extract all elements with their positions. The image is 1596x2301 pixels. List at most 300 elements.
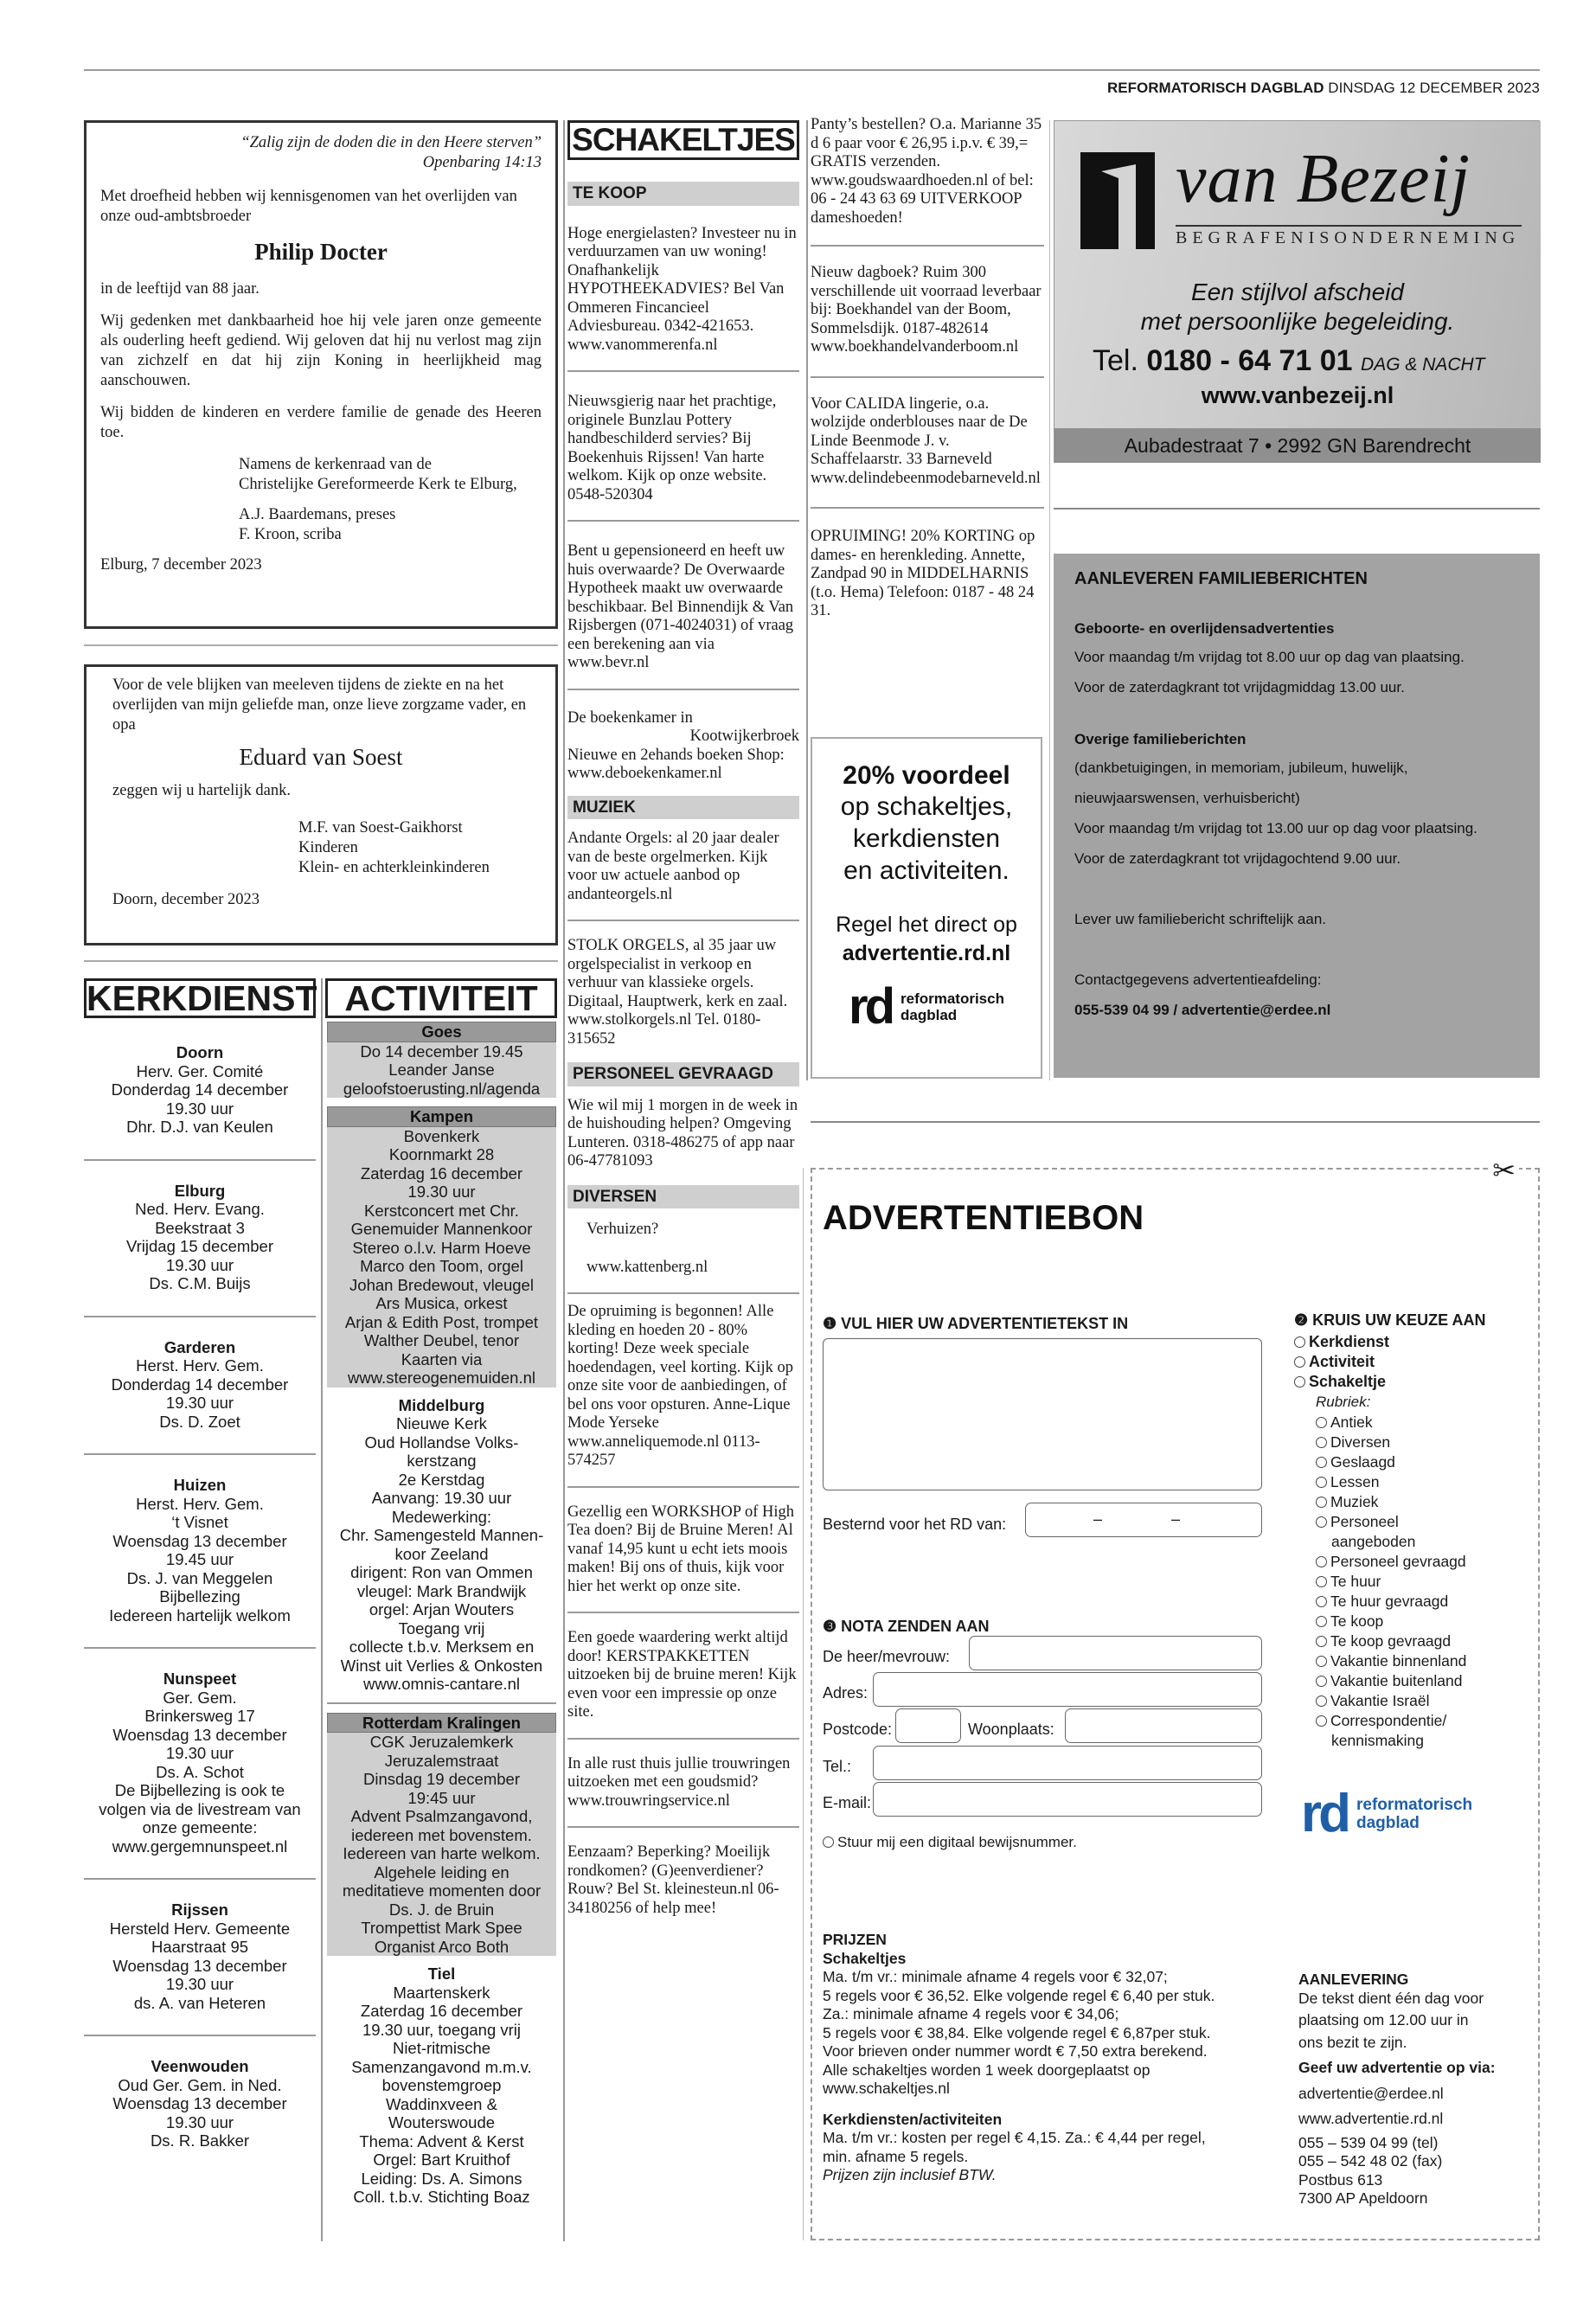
rule [1049, 120, 1050, 1080]
bezeij-address: Aubadestraat 7 • 2992 GN Barendrecht [1054, 428, 1541, 463]
kerkdienst-line: Woensdag 13 december [112, 2094, 287, 2112]
bezeij-tel-label: Tel. [1093, 344, 1138, 377]
cat-muziek: MUZIEK [567, 796, 799, 820]
prijzen-p4: 5 regels voor € 38,84. Elke volgende regel € 6,87per stuk. [823, 2023, 1211, 2041]
activiteit-line: Zaterdag 16 december [360, 2002, 523, 2020]
rubriek-label: Geslaagd [1330, 1453, 1395, 1471]
activiteit-line: Organist Arco Both [374, 1937, 510, 1956]
obituary-philip-docter [84, 120, 558, 629]
ad-bunzlau: Nieuwsgierig naar het prachtige, originele Bunzlau Pottery handbeschilderd servies? Bij Boekenhuis Rijssen! Van harte welkom. Kijk op onze website. 0548-520304 [567, 372, 799, 522]
kerkdienst-place: Rijssen [171, 1900, 228, 1919]
rd-logo [812, 978, 1041, 1035]
kerkdienst-line: 19.30 uur [165, 1255, 234, 1274]
activiteit-line: Maartenskerk [393, 1983, 490, 2002]
rubriek-label: Diversen [1330, 1433, 1391, 1451]
prijzen-p6: Alle schakeltjes worden 1 week doorgeplaatst op [823, 2061, 1151, 2079]
kerkdienst-line: Hersteld Herv. Gemeente [109, 1919, 291, 1938]
rubriek-option[interactable] [1316, 1592, 1466, 1612]
tel-input[interactable] [873, 1746, 1262, 1780]
promo-line1: 20% voordeel [843, 761, 1010, 790]
digitaal-label: Stuur mij een digitaal bewijsnummer. [837, 1834, 1077, 1850]
rubriek-option[interactable] [1316, 1731, 1466, 1751]
woonplaats-label: Woonplaats: [968, 1721, 1054, 1738]
activiteit-line: Zaterdag 16 december [360, 1163, 523, 1183]
opt-schakeltje-label: Schakeltje [1309, 1373, 1387, 1390]
aanleveren-contact: 055-539 04 99 / advertentie@erdee.nl [1074, 1002, 1331, 1018]
datum-input[interactable] [1025, 1503, 1262, 1537]
rubriek-option[interactable] [1316, 1512, 1466, 1532]
rubriek-option[interactable] [1316, 1572, 1466, 1592]
ad-energie: Hoge energielasten? Investeer nu in verduurzamen van uw woning! Onafhankelijk HYPOTHEEKADVIES? Bel Van Ommeren Fincancieel Adviesbureau. 0342-421653. www.vanommerenfa.nl [567, 216, 799, 373]
activiteit-item [327, 1396, 556, 1704]
kerkdienst-place: Nunspeet [163, 1670, 237, 1688]
rubriek-label: Te koop gevraagd [1330, 1632, 1452, 1650]
obit2-sign [112, 818, 529, 878]
rubriek-label: Te koop [1330, 1612, 1384, 1630]
digitaal-radio[interactable] [823, 1836, 834, 1848]
activiteit-item [327, 1965, 556, 2215]
schakeltjes-col1 [567, 173, 799, 1933]
rule [1054, 508, 1540, 510]
rubriek-option[interactable] [1316, 1492, 1466, 1512]
activiteit-line: Waddinxveen & [386, 2094, 497, 2113]
obit1-quote: “Zalig zijn de doden die in den Heere sterven” [240, 134, 542, 151]
digitaal-bewijs-option[interactable] [823, 1834, 1077, 1851]
ad-verhuizen [567, 1219, 799, 1294]
activiteit-place: Kampen [327, 1106, 556, 1127]
kerkdienst-line: Ds. C.M. Buijs [149, 1274, 251, 1292]
obit2-sign2: Kinderen [298, 839, 358, 856]
activiteit-line: 19.30 uur [407, 1183, 476, 1201]
obit2-sign1: M.F. van Soest-Gaikhorst [298, 819, 463, 836]
rubriek-option[interactable] [1316, 1413, 1466, 1433]
activiteit-line: Marco den Toom, orgel [360, 1257, 523, 1275]
adres-input[interactable] [873, 1672, 1262, 1707]
rubriek-option[interactable] [1316, 1472, 1466, 1492]
kerkdienst-line: Ds. D. Zoet [159, 1412, 240, 1431]
activiteit-line: Medewerking: [391, 1507, 492, 1526]
kerkdienst-line: ‘t Visnet [171, 1513, 228, 1531]
activiteit-line: Winst uit Verlies & Onkosten [340, 1656, 543, 1675]
obit2-place: Doorn, december 2023 [112, 891, 260, 908]
obit1-sign3: A.J. Baardemans, preses [239, 506, 396, 523]
rubriek-radio[interactable] [1316, 1695, 1327, 1707]
activiteit-line: Ds. J. de Bruin [388, 1900, 495, 1919]
radio-kerkdienst[interactable] [1294, 1336, 1305, 1348]
obit1-ref: Openbaring 14:13 [422, 154, 542, 171]
aanlevering-web[interactable]: www.advertentie.rd.nl [1298, 2110, 1444, 2127]
ad-huishouding: Wie wil mij 1 morgen in de week in de huishouding helpen? Omgeving Lunteren. 0318-486275 of app naar 06-47781093 [567, 1096, 798, 1170]
kerkdienst-line: 19.30 uur [165, 2112, 234, 2131]
promo-line5: Regel het direct op [836, 913, 1017, 937]
kerkdienst-line: Oud Ger. Gem. in Ned. [118, 2075, 282, 2094]
rubriek-option[interactable] [1316, 1691, 1466, 1711]
aanlevering-postbus: Postbus 613 [1298, 2170, 1383, 2189]
rd-logo-mark: rd [849, 978, 892, 1035]
rubriek-option[interactable] [1316, 1631, 1466, 1651]
aanleveren-h2: Overige familieberichten [1074, 731, 1247, 747]
rubriek-radio[interactable] [1316, 1417, 1327, 1428]
ad-opruiming-mode: De opruiming is begonnen! Alle kleding en hoeden 20 - 80% korting! Deze week speciale hoedendagen, veel korting. Kijk op onze site voor de aanbiedingen, of bel ons voor opsturen. Anne-Lique Mode Yerseke www.anneliquemode.nl 0113-574257 [567, 1294, 799, 1488]
activiteit-line: Leander Janse [388, 1061, 495, 1079]
rubriek-label: Personeel [1330, 1513, 1399, 1530]
email-label: E-mail: [823, 1794, 872, 1811]
ad-opruiming-annette: OPRUIMING! 20% KORTING op dames- en herenkleding. Annette, Zandpad 90 in MIDDELHARNIS (t.o. Hema) Telefoon: 0187 - 48 24 31. [811, 528, 1035, 619]
kerkdienst-item [84, 2036, 316, 2173]
prijzen-p9: min. afname 5 regels. [823, 2147, 969, 2165]
kerkdienst-item [84, 1880, 316, 2036]
prijzen-p3: Za.: minimale afname 4 regels voor € 34,06; [823, 2005, 1119, 2022]
ad-kerstpakketten: Een goede waardering werkt altijd door! KERSTPAKKETTEN uitzoeken bij de bruine meren! Kijk even voor een impressie op onze site. [567, 1613, 799, 1740]
ad-workshop: Gezellig een WORKSHOP of High Tea doen? Bij de Bruine Meren! Al vanaf 14,95 kunt u echt iets moois maken! Bij ons of thuis, kijk voor hier het werkt op onze site. [567, 1488, 799, 1614]
kerkdienst-line: Ned. Herv. Evang. [135, 1200, 265, 1218]
naam-label: De heer/mevrouw: [823, 1648, 951, 1665]
aanleveren-box [1054, 554, 1540, 1078]
bon-rd-logo-text2: dagblad [1356, 1814, 1420, 1832]
activiteit-line: vleugel: Mark Brandwijk [356, 1581, 527, 1600]
activiteit-line: www.stereogenemuiden.nl [348, 1368, 535, 1387]
kerkdienst-line: Donderdag 14 december [111, 1375, 289, 1394]
masthead-date: DINSDAG 12 DECEMBER 2023 [1328, 80, 1540, 96]
rubriek-label: Vakantie buitenland [1330, 1672, 1463, 1689]
rubriek-label: kennismaking [1331, 1732, 1424, 1749]
rubriek-list [1316, 1413, 1466, 1751]
rubriek-label: Personeel gevraagd [1330, 1553, 1466, 1570]
ad-calida: Voor CALIDA lingerie, o.a. wolzijde onderblouses naar de De Linde Beenmode J. v. Schaffelaarstr. 33 Barneveld www.delindebeenmodebarneveld.nl [811, 378, 1044, 510]
activiteit-place: Rotterdam Kralingen [327, 1713, 556, 1734]
aanlevering-block [1298, 1971, 1532, 2208]
activiteit-line: Iedereen van harte welkom. [343, 1844, 541, 1862]
kerkdienst-place: Elburg [174, 1181, 226, 1200]
rubriek-option[interactable] [1316, 1552, 1466, 1572]
obituary-eduard-van-soest [84, 664, 558, 945]
rubriek-radio[interactable] [1316, 1596, 1327, 1607]
rubriek-option[interactable] [1316, 1651, 1466, 1671]
aanlevering-a3: ons bezit te zijn. [1298, 2033, 1407, 2051]
naam-input[interactable] [969, 1636, 1262, 1670]
rubriek-radio[interactable] [1316, 1457, 1327, 1468]
rubriek-radio[interactable] [1316, 1616, 1327, 1627]
ad-andante: Andante Orgels: al 20 jaar dealer van de beste orgelmerken. Kijk voor uw actuele aanbod op andanteorgels.nl [567, 830, 799, 921]
activiteit-line: Do 14 december 19.45 [360, 1042, 523, 1061]
rule [803, 1168, 804, 2240]
activiteit-line: Trompettist Mark Spee [361, 1919, 522, 1937]
kerkdienst-line: Herst. Herv. Gem. [136, 1494, 264, 1513]
ad-overwaarde: Bent u gepensioneerd en heeft uw huis overwaarde? De Overwaarde Hypotheek maakt uw overwaarde beschikbaar. Bel Binnendijk & Van Rijsbergen (071-4024031) of vraag een berekening aan via www.bevr.nl [567, 522, 799, 690]
ad-verhuizen-a: Verhuizen? [586, 1221, 659, 1238]
schakeltjes-title: SCHAKELTJES [567, 120, 799, 160]
rubriek-option[interactable] [1316, 1612, 1466, 1631]
rd-logo-text2: dagblad [901, 1007, 958, 1023]
keuze-schakeltje[interactable] [1294, 1372, 1389, 1392]
activiteit-line: Genemuider Mannenkoor [350, 1220, 533, 1238]
rubriek-option[interactable] [1316, 1532, 1466, 1552]
aanlevering-tel: 055 – 539 04 99 (tel) [1298, 2133, 1439, 2151]
kerkdienst-line: Woensdag 13 december [112, 1725, 287, 1744]
rule [811, 1121, 1540, 1123]
activiteit-line: Algehele leiding en [374, 1862, 510, 1881]
rubriek-radio[interactable] [1316, 1497, 1327, 1508]
activiteit-item [327, 1022, 556, 1098]
kerkdienst-title: KERKDIENST [84, 978, 316, 1018]
obit1-age: in de leeftijd van 88 jaar. [100, 280, 260, 298]
bezeij-slogan1: Een stijlvol afscheid [1191, 279, 1404, 305]
radio-activiteit[interactable] [1294, 1356, 1305, 1368]
kerkdienst-line: Beekstraat 3 [155, 1218, 245, 1237]
rubriek-radio[interactable] [1316, 1715, 1327, 1727]
kerkdienst-item [84, 1022, 316, 1161]
rubriek-label: Vakantie binnenland [1330, 1652, 1467, 1670]
obit1-intro: Met droefheid hebben wij kennisgenomen van het overlijden van onze oud-ambtsbroeder [100, 188, 517, 225]
advertentietekst-input[interactable] [823, 1338, 1262, 1490]
activiteit-line: Wouterswoude [388, 2113, 496, 2131]
ad-verhuizen-b: www.kattenberg.nl [586, 1258, 708, 1276]
kerkdienst-line: volgen via de livestream van [99, 1799, 301, 1818]
obit1-name: Philip Docter [254, 239, 388, 265]
opt-kerkdienst-label: Kerkdienst [1309, 1333, 1390, 1350]
ad-boekenkamer-a: De boekenkamer in [567, 708, 693, 727]
email-input[interactable] [873, 1782, 1262, 1817]
ad-trouwringen: In alle rust thuis jullie trouwringen uitzoeken met een goudsmid? www.trouwringservice.nl [567, 1740, 799, 1829]
bezeij-rule [1176, 225, 1522, 227]
bon-rd-logo-mark: rd [1301, 1784, 1348, 1843]
activiteit-line: Jeruzalemstraat [384, 1751, 499, 1770]
prijzen-title: PRIJZEN [823, 1931, 887, 1948]
activiteit-line: Arjan & Edith Post, trompet [344, 1312, 539, 1331]
kerkdienst-place: Garderen [163, 1337, 236, 1356]
keuze-kerkdienst[interactable] [1294, 1332, 1389, 1352]
aanleveren-l2: Voor de zaterdagkrant tot vrijdagmiddag 13.00 uur. [1074, 679, 1405, 695]
masthead [1107, 80, 1540, 97]
postcode-label: Postcode: [823, 1721, 893, 1738]
activiteit-line: Coll. t.b.v. Stichting Boaz [353, 2188, 530, 2206]
aanleveren-l5: Voor maandag t/m vrijdag tot 13.00 uur op dag voor plaatsing. [1074, 820, 1477, 836]
door-logo-icon [1080, 152, 1155, 249]
aanlevering-a4: Geef uw advertentie op via: [1298, 2059, 1496, 2076]
aanlevering-a2: plaatsing om 12.00 uur in [1298, 2011, 1469, 2029]
kerkdienst-line: Ger. Gem. [163, 1688, 237, 1707]
masthead-paper: REFORMATORISCH DAGBLAD [1106, 80, 1324, 96]
obit2-sign3: Klein- en achterkleinkinderen [298, 859, 490, 876]
kerkdienst-line: Iedereen hartelijk welkom [109, 1606, 291, 1625]
scissors-icon: ✂ [1489, 1154, 1519, 1187]
datum-dash1: – [1093, 1510, 1103, 1528]
activiteit-line: Walther Deubel, tenor [363, 1331, 520, 1349]
aanleveren-l8: Contactgegevens advertentieafdeling: [1074, 971, 1322, 988]
rubriek-radio[interactable] [1316, 1576, 1327, 1587]
rubriek-label: Muziek [1330, 1493, 1379, 1510]
rule [321, 978, 323, 2241]
bon-step3: ❸ NOTA ZENDEN AAN [823, 1618, 990, 1635]
activiteit-place: Middelburg [398, 1395, 485, 1414]
activiteit-line: bovenstemgroep [381, 2076, 502, 2094]
rubriek-radio[interactable] [1316, 1556, 1327, 1567]
obit2-name: Eduard van Soest [239, 744, 403, 770]
kerkdienst-line: onze gemeente: [142, 1818, 258, 1836]
ad-kleinesteun: Eenzaam? Beperking? Moeilijk rondkomen? (G)eenverdiener? Rouw? Bel St. kleinesteun.nl 06-34180256 of help mee! [567, 1843, 779, 1917]
bon-title: ADVERTENTIEBON [823, 1199, 1144, 1237]
kerkdienst-line: Woensdag 13 december [112, 1531, 287, 1550]
aanlevering-plaats: 7300 AP Apeldoorn [1298, 2189, 1428, 2207]
obit1-sign [100, 455, 542, 545]
rubriek-option[interactable] [1316, 1452, 1466, 1472]
activiteit-line: Stereo o.l.v. Harm Hoeve [352, 1238, 531, 1257]
rubriek-radio[interactable] [1316, 1437, 1327, 1448]
activiteit-line: collecte t.b.v. Merksem en [349, 1638, 535, 1656]
bezeij-name: van Bezeij [1176, 141, 1471, 217]
kerkdienst-line: Ds. R. Bakker [150, 2131, 250, 2150]
activiteit-line: CGK Jeruzalemkerk [369, 1733, 514, 1751]
kerkdienst-place: Huizen [173, 1476, 227, 1494]
kerkdienst-line: Dhr. D.J. van Keulen [126, 1118, 273, 1136]
kerkdienst-line: Ds. J. van Meggelen [126, 1568, 273, 1587]
prijzen-block [823, 1931, 1272, 2185]
obit2-thanks: zeggen wij u hartelijk dank. [112, 782, 292, 799]
rubriek-option[interactable] [1316, 1711, 1466, 1731]
bezeij-tel: 0180 - 64 71 01 [1146, 344, 1353, 377]
rd-logo-text1: reformatorisch [901, 990, 1004, 1007]
kerkdienst-line: 19.30 uur [165, 1394, 234, 1412]
bezeij-tel-note: DAG & NACHT [1361, 355, 1485, 375]
cat-te-koop: TE KOOP [567, 182, 799, 206]
opt-activiteit-label: Activiteit [1309, 1353, 1375, 1370]
activiteit-line: Kerstconcert met Chr. [364, 1201, 519, 1220]
rubriek-option[interactable] [1316, 1671, 1466, 1691]
activiteit-item [327, 1106, 556, 1388]
kerkdienst-line: 19.30 uur [165, 1975, 234, 1993]
postcode-input[interactable] [895, 1708, 961, 1743]
rubriek-label: Correspondentie/ [1330, 1712, 1447, 1729]
kerkdienst-item [84, 1161, 316, 1317]
bon-rd-logo [1301, 1784, 1473, 1843]
kerkdienst-line: ds. A. van Heteren [133, 1993, 266, 2012]
kerkdienst-line: 19.30 uur [165, 1744, 234, 1762]
rubriek-label: Lessen [1330, 1473, 1380, 1490]
promo-link[interactable]: advertentie.rd.nl [842, 941, 1011, 965]
kerkdienst-place: Veenwouden [151, 2057, 249, 2075]
rubriek-radio[interactable] [1316, 1516, 1327, 1528]
promo-box [811, 737, 1042, 1079]
prijzen-p7: www.schakeltjes.nl [823, 2080, 950, 2097]
obit1-p1: Wij gedenken met dankbaarheid hoe hij vele jaren onze gemeente als ouderling heeft gediend. Wij geloven dat hij nu verlost mag zijn van zichzelf en dat hij zijn Koning in heerlijkheid mag aanschouwen. [100, 312, 542, 389]
adres-label: Adres: [823, 1684, 869, 1702]
aanlevering-email[interactable]: advertentie@erdee.nl [1298, 2084, 1444, 2102]
rubriek-radio[interactable] [1316, 1636, 1327, 1647]
aanleveren-l3: (dankbetuigingen, in memoriam, jubileum, huwelijk, [1074, 760, 1408, 776]
kerkdienst-item [84, 1455, 316, 1649]
aanlevering-fax: 055 – 542 48 02 (fax) [1298, 2152, 1443, 2170]
ad-boekenkamer-c: Nieuwe en 2ehands boeken Shop: www.deboekenkamer.nl [567, 746, 785, 782]
bezeij-phone [1093, 344, 1485, 378]
keuze-activiteit[interactable] [1294, 1352, 1389, 1372]
activiteit-line: Orgel: Bart Kruithof [373, 2150, 510, 2169]
kerkdienst-line: Herv. Ger. Comité [136, 1061, 264, 1080]
rubriek-option[interactable] [1316, 1433, 1466, 1452]
bon-rd-logo-text1: reformatorisch [1356, 1796, 1473, 1814]
obit1-sign4: F. Kroon, scriba [239, 526, 342, 543]
obit1-sign2: Christelijke Gereformeerde Kerk te Elburg, [239, 476, 517, 493]
promo-line4: en activiteiten. [843, 856, 1010, 885]
bestemd-label: Besternd voor het RD van: [823, 1516, 1007, 1533]
prijzen-kerkdiensten: Kerkdiensten/activiteiten [823, 2110, 1003, 2128]
prijzen-p2: 5 regels voor € 36,52. Elke volgende regel € 6,40 per stuk. [823, 1986, 1215, 2004]
activiteit-line: Dinsdag 19 december [363, 1770, 520, 1788]
kerkdienst-line: Brinkersweg 17 [144, 1707, 255, 1725]
activiteit-line: Oud Hollandse Volks- [364, 1433, 519, 1452]
kerkdienst-item [84, 1649, 316, 1880]
aanleveren-l4: nieuwjaarswensen, verhuisbericht) [1074, 790, 1300, 806]
prijzen-p10: Prijzen zijn inclusief BTW. [823, 2166, 997, 2183]
aanlevering-title: AANLEVERING [1298, 1971, 1409, 1988]
kerkdienst-list [84, 1022, 316, 2173]
ad-dagboek: Nieuw dagboek? Ruim 300 verschillende uit voorraad leverbaar bij: Boekhandel van der Boom, Sommelsdijk. 0187-482614 www.boekhandelvanderboom.nl [811, 247, 1044, 378]
activiteit-line: Chr. Samengesteld Mannen- [339, 1526, 544, 1544]
obit1-sign1: Namens de kerkenraad van de [239, 456, 432, 473]
rubriek-label: aangeboden [1331, 1533, 1416, 1550]
bezeij-slogan2: met persoonlijke begeleiding. [1140, 308, 1455, 335]
keuze-list [1294, 1332, 1389, 1392]
schakeltjes-col2 [811, 116, 1044, 637]
aanleveren-l6: Voor de zaterdagkrant tot vrijdagochtend 9.00 uur. [1074, 850, 1401, 867]
activiteit-line: kerstzang [407, 1452, 477, 1470]
kerkdienst-line: 19.30 uur [165, 1099, 234, 1118]
rubriek-radio[interactable] [1316, 1656, 1327, 1667]
bon-step1: ❶ VUL HIER UW ADVERTENTIETEKST IN [823, 1315, 1129, 1332]
ad-panty: Panty’s bestellen? O.a. Marianne 35 d 6 paar voor € 26,95 i.p.v. € 39,= GRATIS verzenden. www.goudswaardhoeden.nl of bel: 06 - 24 43 63 69 UITVERKOOP dameshoeden! [811, 116, 1044, 247]
rubriek-label: Rubriek: [1316, 1394, 1371, 1410]
activiteit-line: Johan Bredewout, vleugel [349, 1275, 534, 1294]
kerkdienst-item [84, 1317, 316, 1456]
activiteit-line: 19.30 uur, toegang vrij [362, 2020, 522, 2039]
ad-stolk: STOLK ORGELS, al 35 jaar uw orgelspecialist in verkoop en verhuur van klassieke orgels. Digitaal, Hauptwerk, kerk en zaal. www.stolkorgels.nl Tel. 0180-315652 [567, 937, 788, 1048]
activiteit-line: geloofstoerusting.nl/agenda [343, 1079, 541, 1098]
rubriek-radio[interactable] [1316, 1676, 1327, 1687]
obit2-intro: Voor de vele blijken van meeleven tijdens de ziekte en na het overlijden van mijn geliefde man, onze lieve zorgzame vader, en opa [112, 676, 527, 734]
rule [84, 960, 558, 962]
rubriek-label: Vakantie Israël [1330, 1692, 1430, 1709]
aanleveren-l1: Voor maandag t/m vrijdag tot 8.00 uur op dag van plaatsing. [1074, 649, 1465, 665]
obit1-place: Elburg, 7 december 2023 [100, 556, 262, 574]
activiteit-line: Nieuwe Kerk [396, 1414, 487, 1433]
activiteit-line: Advent Psalmzangavond, [350, 1807, 533, 1825]
kerkdienst-line: Haarstraat 95 [151, 1938, 249, 1956]
bezeij-ad [1054, 120, 1540, 463]
kerkdienst-line: www.gergemnunspeet.nl [112, 1836, 288, 1856]
aanleveren-title: AANLEVEREN FAMILIEBERICHTEN [1074, 569, 1368, 588]
activiteit-line: 19:45 uur [407, 1788, 476, 1807]
woonplaats-input[interactable] [1065, 1708, 1262, 1743]
obit1-p2: Wij bidden de kinderen en verdere familie de genade des Heeren toe. [100, 404, 542, 441]
rule [84, 644, 558, 646]
rule [806, 120, 808, 1080]
kerkdienst-line: Herst. Herv. Gem. [136, 1356, 264, 1375]
rubriek-radio[interactable] [1316, 1477, 1327, 1488]
activiteit-title: ACTIVITEIT [325, 978, 557, 1018]
radio-schakeltje[interactable] [1294, 1376, 1305, 1388]
activiteit-line: Samenzangavond m.m.v. [351, 2057, 532, 2076]
advertentiebon [811, 1154, 1540, 2240]
activiteit-line: Thema: Advent & Kerst [359, 2131, 524, 2150]
kerkdienst-line: De Bijbellezing is ook te [114, 1781, 285, 1799]
kerkdienst-line: Donderdag 14 december [111, 1080, 289, 1099]
activiteit-place: Tiel [427, 1965, 456, 1983]
promo-line3: kerkdiensten [852, 824, 1001, 853]
kerkdienst-line: Vrijdag 15 december [125, 1237, 274, 1255]
activiteit-line: Bovenkerk [403, 1126, 480, 1145]
activiteit-line: iedereen met bovenstem. [351, 1825, 532, 1844]
bezeij-web: www.vanbezeij.nl [1201, 382, 1394, 408]
activiteit-line: koor Zeeland [394, 1544, 489, 1563]
